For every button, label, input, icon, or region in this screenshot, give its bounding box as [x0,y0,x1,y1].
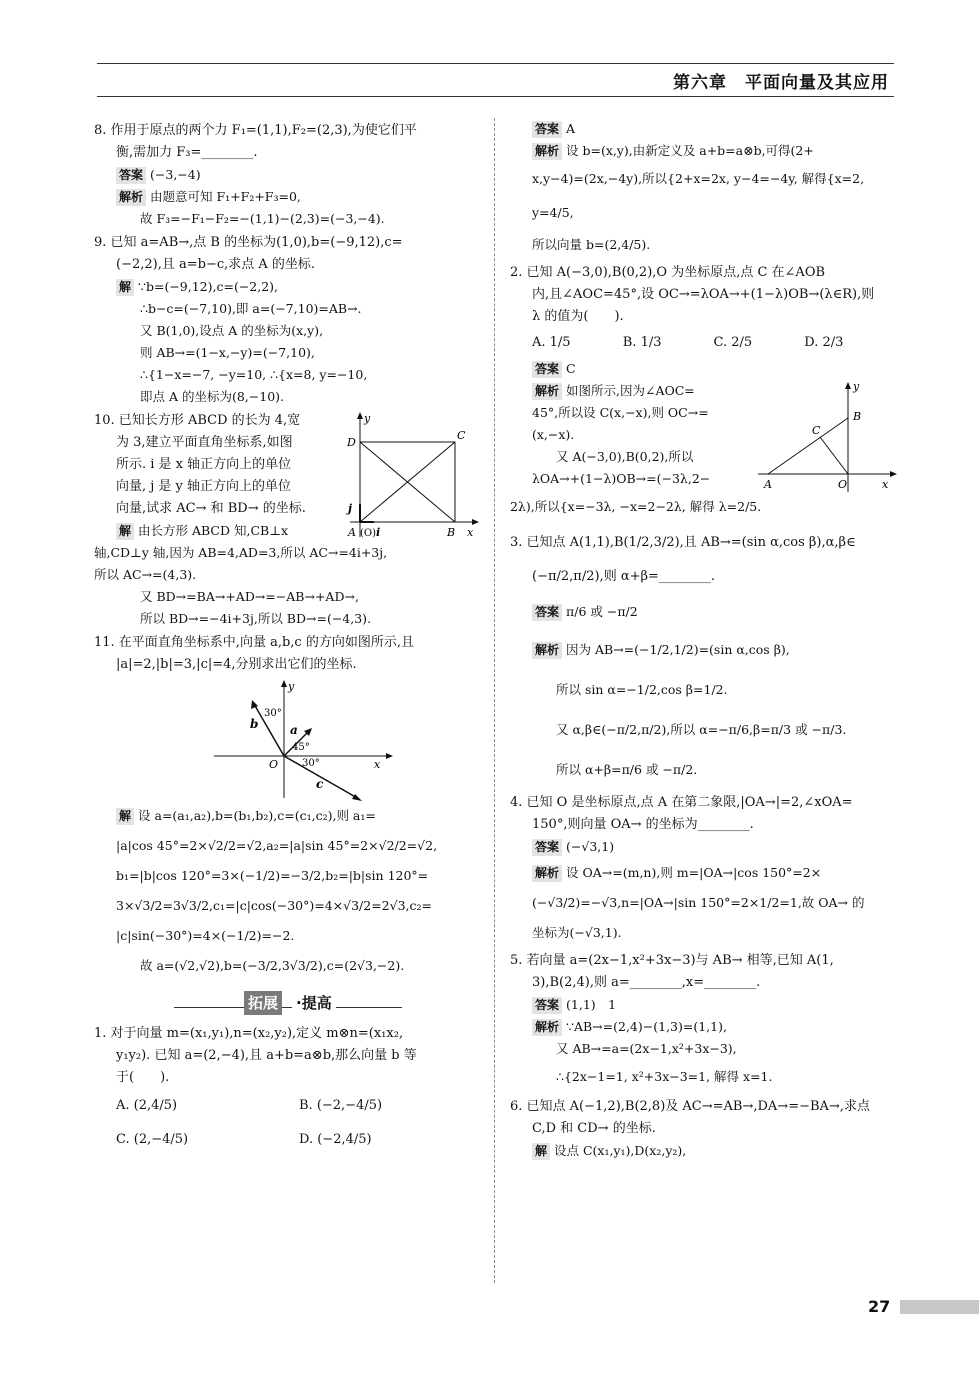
s10-line-5: 所以 BD→=−4i+3j,所以 BD→=(−4,3). [140,611,372,626]
e4-line-1: 4. 已知 O 是坐标原点,点 A 在第二象限,|OA→|=2,∠xOA= [510,795,853,810]
answer-e5 [510,994,895,1016]
answer-e4 [510,836,895,858]
fig11-label-30b: 30° [302,758,320,769]
se6-line-1: 设点 C(x₁,y₁),D(x₂,y₂), [554,1143,687,1158]
answer-tag: 答案 [532,997,562,1014]
right-column [510,118,895,1162]
column-divider [494,118,495,1283]
fig10-label-x: x [467,526,474,539]
exercise-6 [510,1096,895,1140]
fig11-label-b: b [250,717,259,731]
se2-line-2: 45°,所以设 C(x,−x),则 OC→= [532,405,709,420]
se3-line-2: 所以 sin α=−1/2,cos β=1/2. [556,682,728,697]
question-11 [94,632,482,676]
se2-line-3: (x,−x). [532,427,575,442]
page-number-bar [900,1300,979,1314]
s9-line-2: ∴b−c=(−7,10),即 a=(−7,10)=AB→. [140,301,362,316]
se5-line-1: ∵AB→=(2,4)−(1,3)=(1,1), [566,1019,727,1034]
solution-tag: 解析 [532,143,562,160]
s9-line-6: 即点 A 的坐标为(8,−10). [140,389,285,404]
e1-options-row-1 [116,1089,482,1123]
e1-options-row-2 [116,1123,482,1157]
s10-line-4: 又 BD→=BA→+AD→=−AB→+AD→, [140,589,359,604]
e1-line-1: 1. 对于向量 m=(x₁,y₁),n=(x₂,y₂),定义 m⊗n=(x₁x₂, [94,1026,404,1041]
fig10-label-y: y [364,412,371,425]
answer-e1-value: A [566,121,576,136]
solution-e2 [510,380,750,402]
solution-tag: 解 [116,523,134,540]
s11-line-4: 3×√3/2=3√3/2,c₁=|c|cos(−30°)=4×√3/2=2√3,c₂= [116,898,433,913]
e2-option-b[interactable]: B. 1/3 [622,335,662,350]
q10-line-2: 为 3,建立平面直角坐标系,如图 [116,435,293,450]
se2-line-6: 2λ),所以{x=−3λ, −x=2−2λ, 解得 λ=2/5. [510,499,762,514]
q10-line-4: 向量, j 是 y 轴正方向上的单位 [116,479,292,494]
fig10-label-o: (O) [360,528,377,539]
answer-tag: 答案 [532,839,562,856]
se3-line-1: 因为 AB→=(−1/2,1/2)=(sin α,cos β), [566,642,790,657]
e2-line-2: 内,且∠AOC=45°,设 OC→=λOA→+(1−λ)OB→(λ∈R),则 [532,287,875,302]
s11-line-3: b₁=|b|cos 120°=3×(−1/2)=−3/2,b₂=|b|sin 120°= [116,868,429,883]
s10-line-1: 由长方形 ABCD 知,CB⊥x [138,523,289,538]
exercise-3 [510,526,895,594]
e1-option-d[interactable]: D. (−2,4/5) [299,1132,372,1147]
se5-line-2: 又 AB→=a=(2x−1,x²+3x−3), [556,1041,737,1056]
fig11-label-45: 45° [292,742,310,753]
fig2-label-b: B [853,410,862,423]
answer-e4-value: (−√3,1) [566,839,615,854]
se1-line-3: 所以向量 b=(2,4/5). [532,237,651,252]
answer-e1 [510,118,895,140]
se1-line-1: 设 b=(x,y),由新定义及 a+b=a⊗b,可得(2+ [566,143,814,158]
answer-tag: 答案 [116,167,146,184]
fig11-label-30a: 30° [264,708,282,719]
se5-line-3: ∴{2x−1=1, x²+3x−3=1, 解得 x=1. [556,1069,773,1084]
q10-line-1: 10. 已知长方形 ABCD 的长为 4,宽 [94,413,301,428]
answer-8-value: (−3,−4) [150,167,201,182]
e2-options [510,328,895,358]
page-number: 27 [868,1297,891,1316]
e1-option-c[interactable]: C. (2,−4/5) [116,1132,189,1147]
fig2-label-y: y [853,380,860,393]
chapter-title: 第六章 平面向量及其应用 [673,73,889,93]
s8-line-1: 由题意可知 F₁+F₂+F₃=0, [150,189,301,204]
e2-line-1: 2. 已知 A(−3,0),B(0,2),O 为坐标原点,点 C 在∠AOB [510,265,826,280]
s9-line-3: 又 B(1,0),设点 A 的坐标为(x,y), [140,323,324,338]
s9-line-5: ∴{1−x=−7, −y=10, ∴{x=8, y=−10, [140,367,368,382]
answer-e3-value: π/6 或 −π/2 [566,604,638,619]
solution-11 [94,801,482,831]
solution-8 [94,186,482,208]
q10-line-5: 向量,试求 AC→ 和 BD→ 的坐标. [116,501,306,516]
solution-10 [94,520,334,542]
fig10-label-b: B [447,526,456,539]
s11-line-5: |c|sin(−30°)=4×(−1/2)=−2. [116,928,295,943]
figure-rectangle [340,412,480,542]
se4-line-2: (−√3/2)=−√3,n=|OA→|sin 150°=2×1/2=1,故 OA→ 的 [532,895,865,910]
section-banner [94,989,482,1017]
answer-tag: 答案 [532,361,562,378]
se2-line-5: λOA→+(1−λ)OB→=(−3λ,2− [532,471,711,486]
banner-text: ·提高 [292,991,336,1015]
figure-vectors [94,676,482,801]
s11-line-2: |a|cos 45°=2×√2/2=√2,a₂=|a|sin 45°=2×√2/2=√2, [116,838,438,853]
fig11-label-o: O [269,758,279,771]
fig2-label-a: A [764,478,772,491]
se1-line-2: x,y−4)=(2x,−4y),所以{2+x=2x, y−4=−4y, 解得{x=2, y=4/5, [532,171,865,220]
solution-e3 [510,630,895,670]
q11-line-1: 11. 在平面直角坐标系中,向量 a,b,c 的方向如图所示,且 [94,635,414,650]
question-8 [94,120,482,164]
se3-line-4: 所以 α+β=π/6 或 −π/2. [556,762,698,777]
se3-line-3: 又 α,β∈(−π/2,π/2),所以 α=−π/6,β=π/3 或 −π/3. [556,722,847,737]
q10-line-3: 所示. i 是 x 轴正方向上的单位 [116,457,292,472]
exercise-2 [510,262,895,328]
solution-e1 [510,140,895,162]
fig11-label-x: x [374,758,381,771]
e3-line-2: (−π/2,π/2),则 α+β=________. [532,569,716,584]
se4-line-1: 设 OA→=(m,n),则 m=|OA→|cos 150°=2× [566,865,822,880]
se2-line-1: 如图所示,因为∠AOC= [566,383,695,398]
answer-e3 [510,594,895,630]
exercise-1 [94,1023,482,1089]
fig10-label-j: j [348,502,352,515]
answer-e2-value: C [566,361,576,376]
e1-line-3: 于( ). [116,1070,170,1085]
fig11-label-y: y [288,680,295,693]
e2-option-c[interactable]: C. 2/5 [713,335,753,350]
e2-option-a[interactable]: A. 1/5 [532,335,571,350]
solution-tag: 解 [532,1143,550,1160]
e2-line-3: λ 的值为( ). [532,309,624,324]
solution-tag: 解 [116,279,134,296]
e6-line-2: C,D 和 CD→ 的坐标. [532,1121,656,1136]
solution-tag: 解析 [116,189,146,206]
solution-e5 [510,1016,895,1038]
fig11-label-a: a [290,723,298,737]
solution-tag: 解析 [532,1019,562,1036]
s9-line-4: 则 AB→=(1−x,−y)=(−7,10), [140,345,315,360]
question-10 [94,410,482,542]
header-rule-top [97,63,894,64]
e4-line-2: 150°,则向量 OA→ 的坐标为________. [532,817,754,832]
exercise-5 [510,950,895,994]
answer-tag: 答案 [532,121,562,138]
left-column [94,118,482,1157]
q8-line-2: 衡,需加力 F₃=________. [116,145,258,160]
e3-line-1: 3. 已知点 A(1,1),B(1/2,3/2),且 AB→=(sin α,cos β),α,β∈ [510,535,856,550]
fig2-label-o: O [838,478,848,491]
fig10-label-i: i [376,526,381,539]
e6-line-1: 6. 已知点 A(−1,2),B(2,8)及 AC→=AB→,DA→=−BA→,求点 [510,1099,870,1114]
s11-line-1: 设 a=(a₁,a₂),b=(b₁,b₂),c=(c₁,c₂),则 a₁= [138,808,376,823]
se2-line-4: 又 A(−3,0),B(0,2),所以 [556,449,694,464]
answer-8 [94,164,482,186]
solution-9 [94,276,482,298]
question-9 [94,232,482,276]
q11-line-2: |a|=2,|b|=3,|c|=4,分别求出它们的坐标. [116,657,357,672]
solution-tag: 解 [116,808,134,825]
q9-line-1: 9. 已知 a=AB→,点 B 的坐标为(1,0),b=(−9,12),c= [94,235,403,250]
fig11-label-c: c [316,777,324,791]
exercise-4 [510,792,895,836]
s9-line-1: ∵b=(−9,12),c=(−2,2), [138,279,279,294]
s10-line-2: 轴,CD⊥y 轴,因为 AB=4,AD=3,所以 AC→=4i+3j, [94,545,388,560]
figure-triangle [758,380,898,495]
s10-line-3: 所以 AC→=(4,3). [94,567,197,582]
e1-line-2: y₁y₂). 已知 a=(2,−4),且 a+b=a⊗b,那么向量 b 等 [116,1048,417,1063]
se4-line-3: 坐标为(−√3,1). [532,925,622,940]
banner-rule [174,1007,402,1008]
answer-e5-value: (1,1) 1 [566,997,617,1012]
s8-line-2: 故 F₃=−F₁−F₂=−(1,1)−(2,3)=(−3,−4). [140,211,385,226]
q8-line-1: 8. 作用于原点的两个力 F₁=(1,1),F₂=(2,3),为使它们平 [94,123,417,138]
e1-option-a[interactable]: A. (2,4/5) [116,1098,178,1113]
solution-e6 [510,1140,895,1162]
solution-tag: 解析 [532,383,562,400]
fig10-label-c: C [457,429,466,442]
header-rule-bottom [97,96,894,97]
answer-e2 [510,358,895,380]
e1-option-b[interactable]: B. (−2,−4/5) [299,1098,383,1113]
banner-box: 拓展 [244,991,282,1015]
solution-tag: 解析 [532,865,562,882]
answer-tag: 答案 [532,604,562,621]
fig2-label-c: C [812,424,821,437]
fig10-label-a: A [348,526,356,539]
e5-line-1: 5. 若向量 a=(2x−1,x²+3x−3)与 AB→ 相等,已知 A(1, [510,953,834,968]
s11-line-6: 故 a=(√2,√2),b=(−3/2,3√3/2),c=(2√3,−2). [140,958,405,973]
fig2-label-x: x [882,478,889,491]
q9-line-2: (−2,2),且 a=b−c,求点 A 的坐标. [116,257,316,272]
e2-option-d[interactable]: D. 2/3 [804,335,844,350]
e5-line-2: 3),B(2,4),则 a=________,x=________. [532,975,761,990]
fig10-label-d: D [347,436,356,449]
solution-tag: 解析 [532,642,562,659]
solution-e4 [510,858,895,888]
